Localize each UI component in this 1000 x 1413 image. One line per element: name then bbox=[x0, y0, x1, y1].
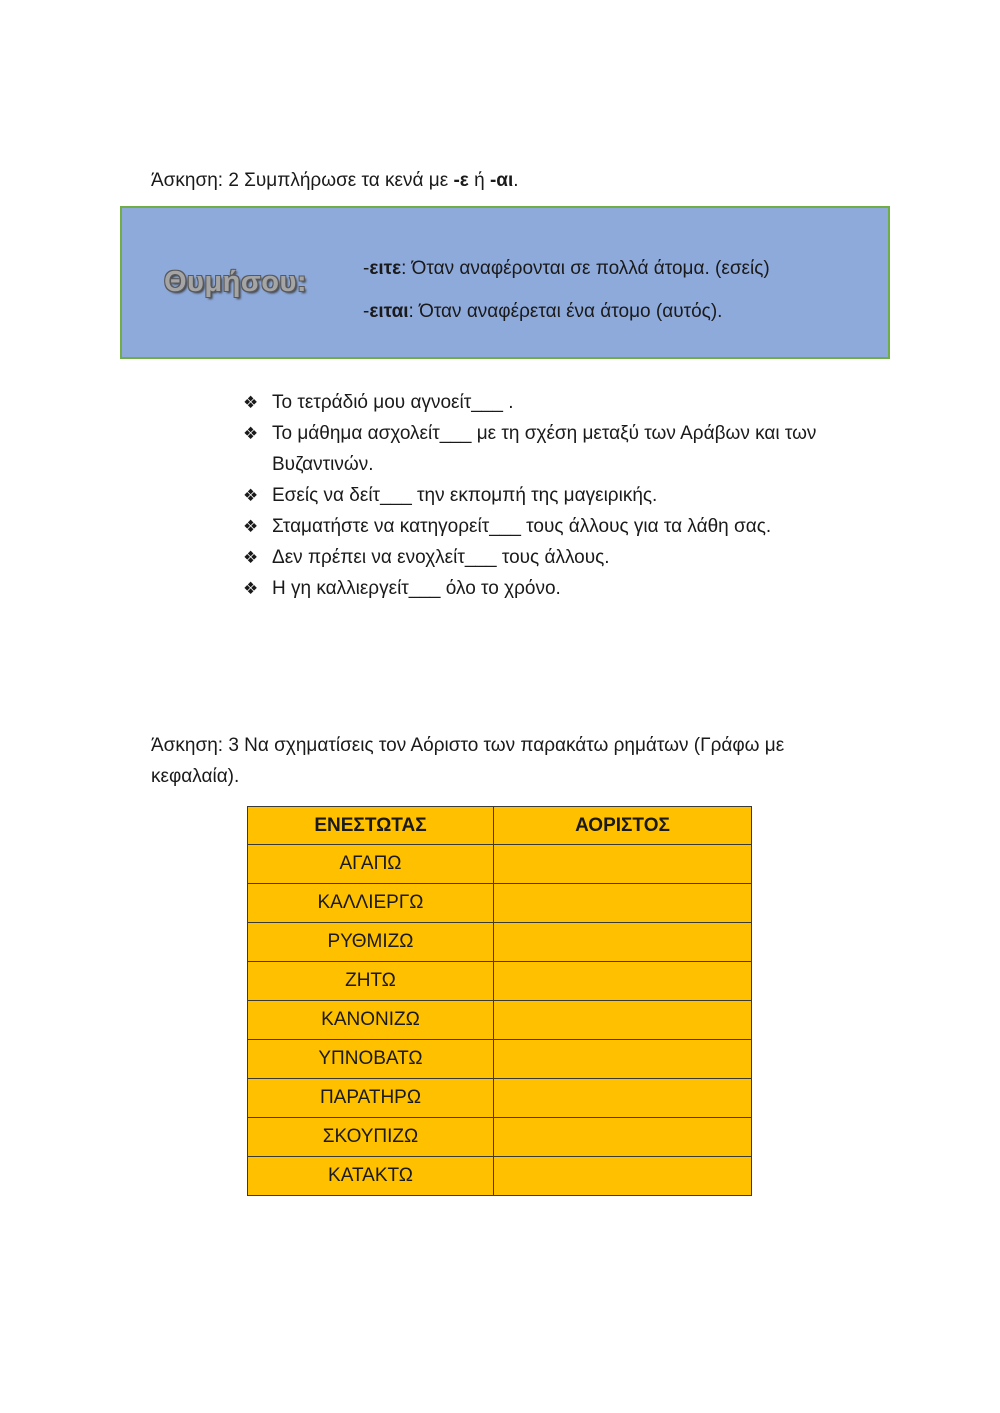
option-e: -ε bbox=[453, 170, 469, 191]
rule-singular-dash: - bbox=[363, 301, 370, 322]
exercise-2-title-prefix: Άσκηση: 2 Συμπλήρωσε τα κενά με bbox=[151, 170, 454, 191]
rule-plural-dash: - bbox=[363, 258, 370, 279]
verb-table-header-row bbox=[248, 807, 752, 845]
verb-row bbox=[248, 923, 752, 962]
present-verb-cell: ΑΓΑΠΩ bbox=[248, 845, 494, 884]
exercise-2-title-end: . bbox=[513, 170, 519, 191]
sentence-item bbox=[243, 418, 843, 480]
present-verb-cell: ΚΑΛΛΙΕΡΓΩ bbox=[248, 884, 494, 923]
present-verb-cell: ΠΑΡΑΤΗΡΩ bbox=[248, 1079, 494, 1118]
verb-row bbox=[248, 1079, 752, 1118]
remember-box bbox=[120, 206, 890, 359]
exercise-2-title bbox=[151, 165, 851, 196]
verb-row bbox=[248, 845, 752, 884]
option-ai: -αι bbox=[489, 170, 514, 191]
bullet-diamond-icon: ❖ bbox=[243, 486, 259, 505]
sentence-item bbox=[243, 573, 843, 604]
aorist-answer-cell[interactable] bbox=[494, 1079, 752, 1118]
present-verb-cell: ΚΑΤΑΚΤΩ bbox=[248, 1157, 494, 1196]
aorist-answer-cell[interactable] bbox=[494, 845, 752, 884]
verb-row bbox=[248, 1040, 752, 1079]
sentence-item bbox=[243, 387, 843, 418]
aorist-answer-cell[interactable] bbox=[494, 1040, 752, 1079]
present-verb-cell: ΖΗΤΩ bbox=[248, 962, 494, 1001]
present-verb-cell: ΚΑΝΟΝΙΖΩ bbox=[248, 1001, 494, 1040]
rule-plural-ending: ειτε bbox=[369, 258, 402, 279]
verb-row bbox=[248, 1118, 752, 1157]
bullet-diamond-icon: ❖ bbox=[243, 393, 259, 412]
present-verb-cell: ΣΚΟΥΠΙΖΩ bbox=[248, 1118, 494, 1157]
bullet-diamond-icon: ❖ bbox=[243, 548, 259, 567]
aorist-answer-cell[interactable] bbox=[494, 962, 752, 1001]
verb-row bbox=[248, 1157, 752, 1196]
header-present-tense: ΕΝΕΣΤΩΤΑΣ bbox=[248, 807, 494, 845]
remember-heading: Θυμήσου: bbox=[164, 266, 307, 298]
bullet-diamond-icon: ❖ bbox=[243, 424, 259, 443]
sentence-item bbox=[243, 542, 843, 573]
exercise-3-title: Άσκηση: 3 Να σχηματίσεις τον Αόριστο των παρακάτω ρημάτων (Γράφω με κεφαλαία). bbox=[151, 735, 785, 787]
rule-plural bbox=[363, 258, 770, 280]
sentence-text: Το μάθημα ασχολείτ___ με τη σχέση μεταξύ των Αράβων και των Βυζαντινών. bbox=[272, 423, 817, 475]
verb-row bbox=[248, 884, 752, 923]
aorist-answer-cell[interactable] bbox=[494, 1001, 752, 1040]
present-verb-cell: ΡΥΘΜΙΖΩ bbox=[248, 923, 494, 962]
sentence-item bbox=[243, 480, 843, 511]
sentence-text: Δεν πρέπει να ενοχλείτ___ τους άλλους. bbox=[272, 547, 610, 568]
rule-plural-text: : Όταν αναφέρονται σε πολλά άτομα. (εσείς) bbox=[401, 258, 770, 279]
verb-row bbox=[248, 1001, 752, 1040]
sentence-list bbox=[243, 387, 843, 604]
sentence-text: Η γη καλλιεργείτ___ όλο το χρόνο. bbox=[272, 578, 561, 599]
present-verb-cell: ΥΠΝΟΒΑΤΩ bbox=[248, 1040, 494, 1079]
aorist-answer-cell[interactable] bbox=[494, 1157, 752, 1196]
sentence-item bbox=[243, 511, 843, 542]
bullet-diamond-icon: ❖ bbox=[243, 579, 259, 598]
verb-table bbox=[247, 806, 752, 1196]
rule-singular-text: : Όταν αναφέρεται ένα άτομο (αυτός). bbox=[408, 301, 723, 322]
rule-singular-ending: ειται bbox=[369, 301, 409, 322]
verb-row bbox=[248, 962, 752, 1001]
sentence-text: Το τετράδιό μου αγνοείτ___ . bbox=[272, 392, 514, 413]
bullet-diamond-icon: ❖ bbox=[243, 517, 259, 536]
sentence-text: Σταματήστε να κατηγορείτ___ τους άλλους για τα λάθη σας. bbox=[272, 516, 772, 537]
sentence-text: Εσείς να δείτ___ την εκπομπή της μαγειρικής. bbox=[272, 485, 658, 506]
rule-singular bbox=[363, 301, 722, 323]
exercise-2-title-mid: ή bbox=[468, 170, 490, 191]
header-aorist-tense: ΑΟΡΙΣΤΟΣ bbox=[494, 807, 752, 845]
aorist-answer-cell[interactable] bbox=[494, 884, 752, 923]
aorist-answer-cell[interactable] bbox=[494, 1118, 752, 1157]
aorist-answer-cell[interactable] bbox=[494, 923, 752, 962]
